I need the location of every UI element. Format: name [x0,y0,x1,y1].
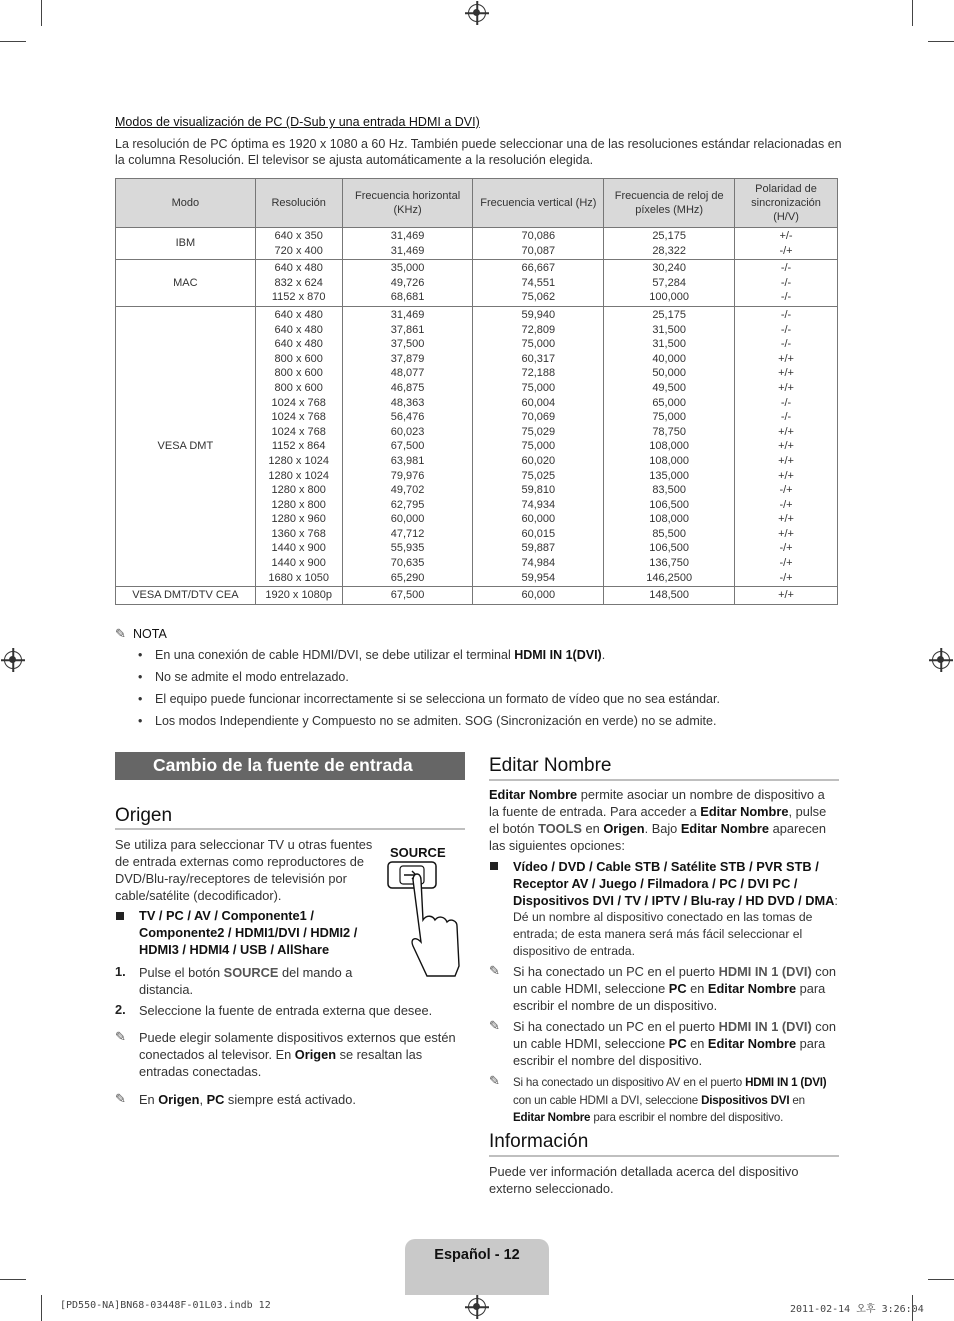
cell-value: 100,000 [649,291,690,304]
cell-hfreq [342,228,473,260]
cell-value: 60,000 [521,589,556,602]
cell-value: 59,887 [521,542,556,555]
cell-value: 74,934 [521,498,556,511]
cell-value: -/- [780,276,792,289]
cell-value: 148,500 [649,589,690,602]
pencil-note-icon: ✎ [489,1018,500,1033]
cell-resolution [255,587,342,605]
crop-mark [0,41,26,42]
pencil-note-icon: ✎ [489,963,500,978]
cell-value: 31,469 [390,308,425,321]
registration-mark-icon [468,4,486,22]
cell-value: 108,000 [649,440,690,453]
editar-note-1: Si ha conectado un PC en el puerto HDMI IN 1 (DVI) con un cable HDMI, seleccione PC en Editar Nombre para escribir el nombre de un dispositivo. [513,964,836,1013]
cell-polarity [735,228,838,260]
cell-resolution [255,306,342,586]
cell-value: 640 x 480 [274,308,323,321]
cell-value: 49,702 [390,484,425,497]
cell-value: 67,500 [390,589,425,602]
cell-value: 108,000 [649,513,690,526]
cell-value: -/- [780,291,792,304]
cell-value: 1024 x 768 [271,425,326,438]
cell-hfreq [342,306,473,586]
cell-value: 60,000 [390,513,425,526]
cell-value: 57,284 [652,276,686,289]
section-banner: Cambio de la fuente de entrada [115,752,465,780]
cell-value: 70,087 [521,244,556,257]
cell-value: 1280 x 1024 [268,454,329,467]
cell-value: 135,000 [649,469,690,482]
registration-mark-icon [4,651,22,669]
crop-mark [928,1279,954,1280]
cell-value: 832 x 624 [274,276,323,289]
origen-note-2: En Origen, PC siempre está activado. [139,1092,356,1107]
cell-value: 37,879 [390,352,425,365]
cell-value: 106,500 [649,542,690,555]
origen-intro: Se utiliza para seleccionar TV u otras fuentes de entrada externas como reproductores de DVD/Blu-ray/receptores de televisión por cable/satélite (decodificador). [115,837,373,903]
cell-value: 62,795 [390,498,425,511]
col-header-mode: Modo [116,179,256,228]
cell-polarity [735,587,838,605]
cell-value: +/+ [778,425,794,438]
cell-value: 25,175 [652,230,686,242]
devices-desc: Dé un nombre al dispositivo conectado en las tomas de entrada; de esta manera será más fácil seleccionar el dispositivo de entrada. [513,910,813,958]
cell-value: 74,551 [521,276,556,289]
cell-value: 136,750 [649,557,690,570]
cell-value: 59,810 [521,484,556,497]
footer-file: [PD550-NA]BN68-03448F-01L03.indb 12 [60,1300,271,1311]
col-header-resolution: Resolución [255,179,342,228]
editar-heading: Editar Nombre [489,755,612,776]
crop-mark [41,1295,42,1321]
crop-mark [41,0,42,26]
cell-value: +/+ [778,440,794,453]
cell-value: 85,500 [652,527,686,540]
cell-value: +/+ [778,367,794,380]
cell-value: 640 x 480 [274,262,323,275]
cell-value: 35,000 [390,262,425,275]
cell-value: 47,712 [390,527,425,540]
cell-value: 1680 x 1050 [268,571,329,584]
source-label: SOURCE [390,845,446,860]
cell-clock [604,260,735,307]
crop-mark [912,0,913,26]
cell-value: 25,175 [652,308,686,321]
cell-value: 108,000 [649,454,690,467]
cell-resolution [255,228,342,260]
cell-clock [604,306,735,586]
pencil-note-icon: ✎ [115,1091,126,1106]
remote-source-button-icon [385,842,475,977]
cell-mode: VESA DMT [116,306,256,586]
cell-value: -/+ [779,244,793,257]
cell-value: -/+ [779,557,793,570]
cell-value: 75,000 [521,381,556,394]
heading-rule [115,828,465,830]
cell-value: 1280 x 1024 [268,469,329,482]
cell-value: 56,476 [390,411,425,424]
cell-value: -/+ [779,484,793,497]
cell-value: 31,469 [390,244,425,257]
cell-value: 70,635 [390,557,425,570]
sources-list: TV / PC / AV / Componente1 / Componente2 / HDMI1/DVI / HDMI2 / HDMI3 / HDMI4 / USB / AllShare [139,908,358,957]
table-row [116,228,838,260]
note-heading [115,626,167,642]
cell-value: 31,500 [652,338,686,351]
cell-value: 31,469 [390,230,425,242]
cell-value: 72,188 [521,367,556,380]
cell-value: 146,2500 [646,571,693,584]
cell-mode: IBM [116,228,256,260]
cell-value: -/+ [779,571,793,584]
table-row [116,306,838,586]
crop-mark [928,41,954,42]
cell-value: 48,363 [390,396,425,409]
cell-value: 1440 x 900 [271,542,326,555]
cell-value: -/+ [779,542,793,555]
origen-heading: Origen [115,805,173,826]
cell-value: 31,500 [652,323,686,336]
cell-value: 1440 x 900 [271,557,326,570]
cell-value: 75,000 [521,440,556,453]
cell-value: 75,062 [521,291,556,304]
cell-value: 79,976 [390,469,425,482]
cell-value: 60,000 [521,513,556,526]
cell-value: 1024 x 768 [271,396,326,409]
cell-value: 640 x 480 [274,323,323,336]
info-heading: Información [489,1131,589,1152]
pencil-note-icon: ✎ [489,1073,500,1088]
cell-vfreq [473,260,604,307]
crop-mark [0,1279,26,1280]
cell-value: 37,861 [390,323,425,336]
cell-value: 1024 x 768 [271,411,326,424]
list-bullet-icon [116,912,124,920]
cell-value: 66,667 [521,262,556,275]
cell-value: 75,025 [521,469,556,482]
cell-vfreq [473,306,604,586]
cell-value: 106,500 [649,498,690,511]
cell-value: 83,500 [652,484,686,497]
table-header-row [116,179,838,228]
cell-value: 67,500 [390,440,425,453]
cell-value: -/- [780,411,792,424]
cell-value: 800 x 600 [274,381,323,394]
cell-hfreq [342,587,473,605]
cell-value: 59,954 [521,571,556,584]
cell-value: 1280 x 960 [271,513,326,526]
cell-value: 37,500 [390,338,425,351]
cell-value: +/- [779,230,793,242]
table-row [116,587,838,605]
cell-value: 70,086 [521,230,556,242]
cell-mode: VESA DMT/DTV CEA [116,587,256,605]
cell-mode: MAC [116,260,256,307]
cell-value: 75,000 [652,411,686,424]
list-bullet-icon [490,862,498,870]
devices-list: Vídeo / DVD / Cable STB / Satélite STB / PVR STB / Receptor AV / Juego / Filmadora / PC / DVI PC / Dispositivos DVI / TV / IPTV / Blu-ray / HD DVD / DMA: [513,859,838,908]
cell-value: +/+ [778,381,794,394]
cell-value: -/- [780,396,792,409]
cell-clock [604,587,735,605]
heading-rule [489,779,839,781]
col-header-polarity: Polaridad de sincronización (H/V) [735,179,838,228]
cell-value: +/+ [778,454,794,467]
cell-value: -/- [780,308,792,321]
cell-vfreq [473,228,604,260]
cell-value: 1152 x 864 [271,440,326,453]
cell-value: 49,726 [390,276,425,289]
cell-value: 65,290 [390,571,425,584]
cell-vfreq [473,587,604,605]
cell-value: 74,984 [521,557,556,570]
editar-intro: Editar Nombre permite asociar un nombre de dispositivo a la fuente de entrada. Para acceder a Editar Nombre, pulse el botón TOOLS en Origen. Bajo Editar Nombre aparecen las siguientes opciones: [489,787,827,853]
table-body [116,228,838,605]
cell-value: 63,981 [390,454,425,467]
cell-value: 640 x 350 [274,230,323,242]
cell-value: 60,023 [390,425,425,438]
cell-value: +/+ [778,513,794,526]
cell-hfreq [342,260,473,307]
step-number: 1. [115,964,126,979]
cell-value: 1920 x 1080p [265,589,333,602]
cell-value: 68,681 [390,291,425,304]
step-number: 2. [115,1002,126,1017]
step-1: Pulse el botón SOURCE del mando a distancia. [139,965,353,997]
footer-date: 2011-02-14 오후 3:26:04 [790,1304,924,1315]
cell-value: -/+ [779,498,793,511]
note-item: • No se admite el modo entrelazado. [140,670,349,684]
pc-modes-table [115,178,838,605]
registration-mark-icon [468,1298,486,1316]
step-2: Seleccione la fuente de entrada externa que desee. [139,1003,433,1018]
cell-value: 60,317 [521,352,556,365]
cell-value: -/- [780,262,792,275]
col-header-vfreq: Frecuencia vertical (Hz) [473,179,604,228]
cell-value: -/- [780,323,792,336]
cell-value: +/+ [778,352,794,365]
info-text: Puede ver información detallada acerca del dispositivo externo seleccionado. [489,1164,799,1196]
cell-value: 46,875 [390,381,425,394]
cell-value: -/- [780,338,792,351]
cell-polarity [735,260,838,307]
col-header-hfreq: Frecuencia horizontal (KHz) [342,179,473,228]
cell-resolution [255,260,342,307]
heading-rule [489,1155,839,1157]
table-row [116,260,838,307]
cell-value: 75,029 [521,425,556,438]
cell-value: 30,240 [652,262,686,275]
pencil-note-icon: ✎ [115,1029,126,1044]
editar-note-2: Si ha conectado un PC en el puerto HDMI IN 1 (DVI) con un cable HDMI, seleccione PC en Editar Nombre para escribir el nombre del dispositivo. [513,1019,836,1068]
cell-value: +/+ [778,589,794,602]
cell-polarity [735,306,838,586]
cell-value: 49,500 [652,381,686,394]
cell-value: 640 x 480 [274,338,323,351]
origen-note-1: Puede elegir solamente dispositivos externos que estén conectados al televisor. En Origen se resaltan las entradas conectadas. [139,1030,456,1079]
note-label: NOTA [133,627,167,641]
note-item: • En una conexión de cable HDMI/DVI, se debe utilizar el terminal HDMI IN 1(DVI). [140,648,605,662]
cell-value: 48,077 [390,367,425,380]
cell-value: 50,000 [652,367,686,380]
cell-value: 1280 x 800 [271,498,326,511]
cell-value: +/+ [778,527,794,540]
cell-value: 55,935 [390,542,425,555]
cell-value: 800 x 600 [274,352,323,365]
cell-value: 70,069 [521,411,556,424]
cell-value: 28,322 [652,244,686,257]
section-title: Modos de visualización de PC (D-Sub y una entrada HDMI a DVI) [115,115,480,129]
editar-note-3: Si ha conectado un dispositivo AV en el puerto HDMI IN 1 (DVI) con un cable HDMI a DVI, seleccione Dispositivos DVI en Editar Nombre para escribir el nombre del dispositivo. [513,1076,827,1124]
cell-value: 60,004 [521,396,556,409]
cell-value: 72,809 [521,323,556,336]
page-number: Español - 12 [434,1247,520,1263]
cell-value: 1280 x 800 [271,484,326,497]
cell-value: 78,750 [652,425,686,438]
cell-value: 59,940 [521,308,556,321]
note-item: • Los modos Independiente y Compuesto no se admiten. SOG (Sincronización en verde) no se admite. [140,714,716,728]
registration-mark-icon [932,651,950,669]
cell-value: 720 x 400 [274,244,323,257]
cell-value: 40,000 [652,352,686,365]
pencil-note-icon: ✎ [115,626,126,641]
cell-value: 1152 x 870 [271,291,326,304]
note-item: • El equipo puede funcionar incorrectamente si se selecciona un formato de vídeo que no sea estándar. [140,692,720,706]
cell-clock [604,228,735,260]
col-header-clock: Frecuencia de reloj de píxeles (MHz) [604,179,735,228]
cell-value: 75,000 [521,338,556,351]
cell-value: +/+ [778,469,794,482]
cell-value: 65,000 [652,396,686,409]
section-intro: La resolución de PC óptima es 1920 x 1080 a 60 Hz. También puede seleccionar una de las resoluciones estándar relacionadas en la columna Resolución. El televisor se ajusta automáticamente a la resolución elegida. [115,137,842,167]
cell-value: 60,020 [521,454,556,467]
cell-value: 60,015 [521,527,556,540]
cell-value: 800 x 600 [274,367,323,380]
cell-value: 1360 x 768 [271,527,326,540]
